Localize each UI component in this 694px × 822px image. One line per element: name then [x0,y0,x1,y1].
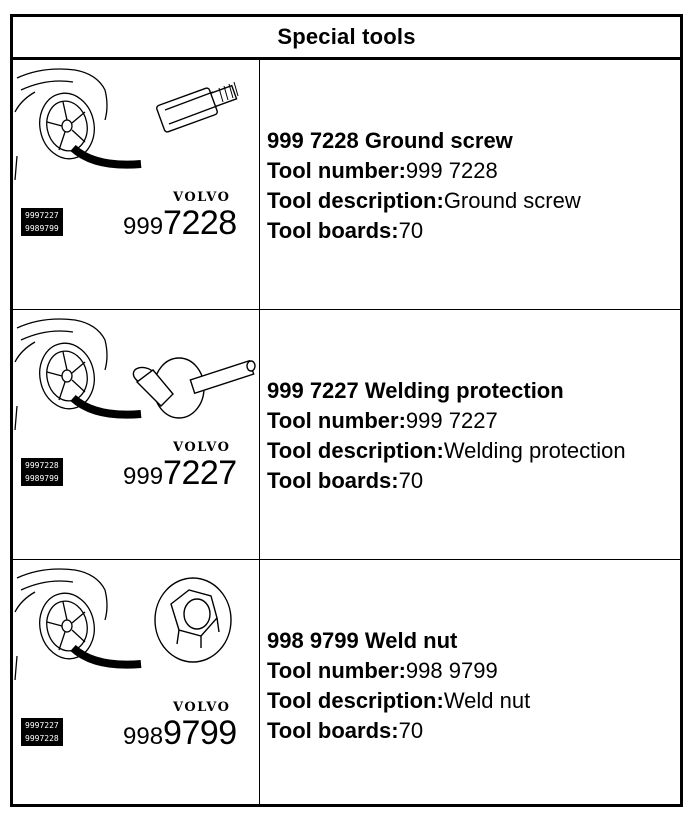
tool-part-number: 9997228 [123,204,237,242]
tool-illustration-cell [13,560,260,804]
tool-illustration-cell [13,310,260,559]
tool-number-line: Tool number:999 7228 [267,158,498,183]
tool-info-cell [267,560,680,804]
tool-heading: 998 9799 Weld nut [267,628,458,653]
tool-heading: 999 7228 Ground screw [267,128,513,153]
related-tools-badge: 9997228 9989799 [21,458,63,486]
tool-heading: 999 7227 Welding protection [267,378,564,403]
tool-description-line: Tool description:Ground screw [267,188,581,213]
page-title: Special tools [277,24,416,49]
tool-info-cell [267,310,680,559]
related-tools-badge: 9997227 9989799 [21,208,63,236]
tool-number-line: Tool number:999 7227 [267,408,498,433]
tool-description-line: Tool description:Weld nut [267,688,531,713]
related-tools-badge: 9997227 9997228 [21,718,63,746]
volvo-logo: VOLVO [173,700,231,715]
special-tools-table [10,14,683,807]
weld-nut-icon [13,560,259,804]
tool-boards-line: Tool boards:70 [267,218,424,243]
tool-info-cell [267,60,680,309]
tool-number-line: Tool number:998 9799 [267,658,498,683]
volvo-logo: VOLVO [173,190,231,205]
tool-illustration-cell [13,60,260,309]
tool-part-number: 9989799 [123,714,237,752]
table-row [13,310,680,560]
volvo-logo: VOLVO [173,440,231,455]
table-row [13,560,680,804]
tool-description-line: Tool description:Welding protection [267,438,626,463]
tool-boards-line: Tool boards:70 [267,468,424,493]
ground-screw-icon [13,60,259,309]
table-row [13,60,680,310]
table-header [13,17,680,60]
welding-protection-icon [13,310,259,559]
tool-part-number: 9997227 [123,454,237,492]
tool-boards-line: Tool boards:70 [267,718,424,743]
